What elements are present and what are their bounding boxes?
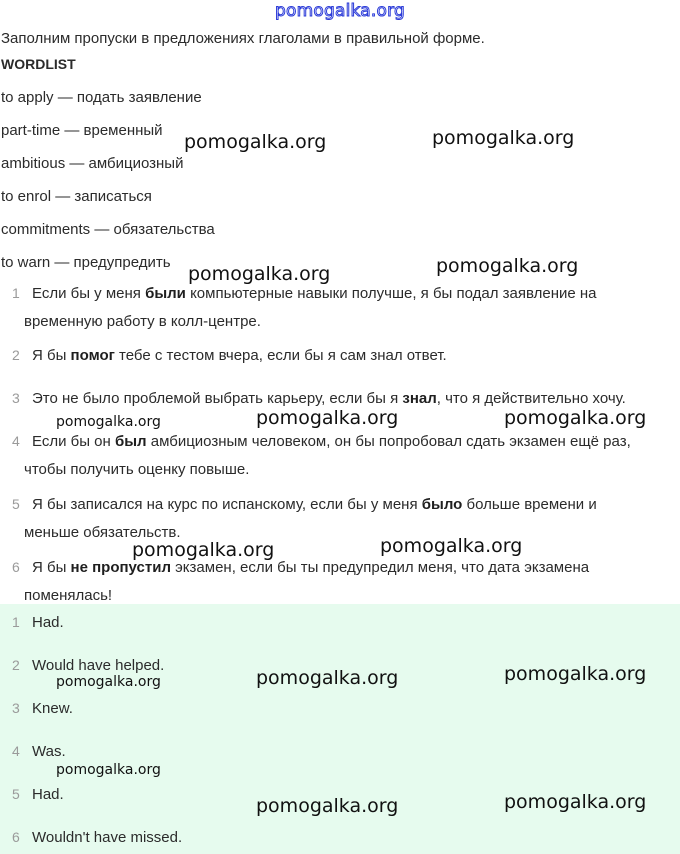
watermark: pomogalka.org — [432, 127, 575, 149]
watermark: pomogalka.org — [380, 535, 523, 557]
watermark: pomogalka.org — [436, 255, 579, 277]
sentence-number: 5 — [12, 496, 20, 512]
sentence-text: Я бы — [32, 559, 71, 576]
sentence-verb: не пропустил — [70, 559, 171, 576]
sentence-number: 3 — [12, 390, 20, 406]
sentence-line — [32, 559, 589, 576]
task-instruction: Заполним пропуски в предложениях глаголами в правильной форме. — [1, 30, 485, 47]
sentence-text: Это не было проблемой выбрать карьеру, если бы я — [32, 390, 403, 407]
watermark: pomogalka.org — [504, 791, 647, 813]
wordlist-item: to enrol — записаться — [1, 188, 152, 205]
sentence-text: компьютерные навыки получше, я бы подал заявление на — [185, 285, 597, 302]
answer-number: 5 — [12, 786, 20, 802]
sentence-verb: были — [145, 285, 186, 302]
sentence-line — [32, 433, 631, 450]
wordlist-item: part-time — временный — [1, 122, 163, 139]
sentence-line — [32, 390, 626, 407]
watermark: pomogalka.org — [504, 407, 647, 429]
sentence-continuation: поменялась! — [24, 587, 113, 604]
sentence-verb: знал — [402, 390, 437, 407]
wordlist-title: WORDLIST — [1, 56, 76, 72]
answer-text: Wouldn't have missed. — [32, 829, 183, 846]
sentence-number: 2 — [12, 347, 20, 363]
wordlist-item: ambitious — амбициозный — [1, 155, 184, 172]
answer-text: Had. — [32, 614, 64, 631]
sentence-number: 6 — [12, 559, 20, 575]
watermark: pomogalka.org — [256, 667, 399, 689]
answer-number: 1 — [12, 614, 20, 630]
sentence-continuation: меньше обязательств. — [24, 524, 181, 541]
sentence-number: 1 — [12, 285, 20, 301]
sentence-number: 4 — [12, 433, 20, 449]
wordlist-item: commitments — обязательства — [1, 221, 215, 238]
sentence-text: амбициозным человеком, он бы попробовал сдать экзамен ещё раз, — [146, 433, 631, 450]
watermark: pomogalka.org — [504, 663, 647, 685]
watermark: pomogalka.org — [132, 539, 275, 561]
sentence-verb: был — [114, 433, 147, 450]
answer-number: 2 — [12, 657, 20, 673]
wordlist-item: to warn — предупредить — [1, 254, 171, 271]
watermark: pomogalka.org — [56, 414, 161, 430]
sentence-text: Если бы он — [32, 433, 115, 450]
sentence-line — [32, 347, 447, 364]
sentence-line — [32, 285, 597, 302]
answer-text: Knew. — [32, 700, 73, 717]
sentence-line — [32, 496, 597, 513]
watermark: pomogalka.org — [56, 674, 161, 690]
watermark: pomogalka.org — [256, 795, 399, 817]
answer-number: 3 — [12, 700, 20, 716]
answer-text: Had. — [32, 786, 64, 803]
watermark: pomogalka.org — [188, 263, 331, 285]
sentence-text: больше времени и — [462, 496, 597, 513]
wordlist-item: to apply — подать заявление — [1, 89, 202, 106]
answer-text: Would have helped. — [32, 657, 165, 674]
top-watermark: pomogalka.org — [275, 1, 405, 21]
sentence-text: , что я действительно хочу. — [436, 390, 626, 407]
answer-number: 6 — [12, 829, 20, 845]
sentence-text: Я бы — [32, 347, 71, 364]
answer-text: Was. — [32, 743, 66, 760]
sentence-continuation: временную работу в колл-центре. — [24, 313, 261, 330]
sentence-continuation: чтобы получить оценку повыше. — [24, 461, 250, 478]
watermark: pomogalka.org — [56, 762, 161, 778]
watermark: pomogalka.org — [256, 407, 399, 429]
sentence-text: экзамен, если бы ты предупредил меня, что дата экзамена — [170, 559, 590, 576]
sentence-verb: помог — [70, 347, 115, 364]
sentence-text: тебе с тестом вчера, если бы я сам знал ответ. — [114, 347, 447, 364]
sentence-verb: было — [421, 496, 463, 513]
sentence-text: Я бы записался на курс по испанскому, если бы у меня — [32, 496, 422, 513]
sentence-text: Если бы у меня — [32, 285, 146, 302]
watermark: pomogalka.org — [184, 131, 327, 153]
answer-number: 4 — [12, 743, 20, 759]
